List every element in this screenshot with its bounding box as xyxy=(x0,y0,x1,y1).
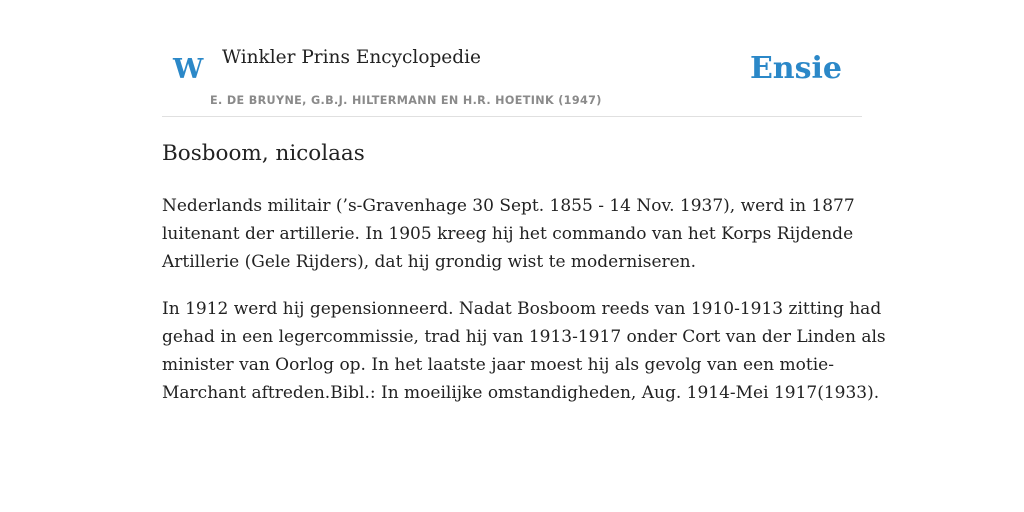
site-subtitle: E. DE BRUYNE, G.B.J. HILTERMANN EN H.R. HOETINK (1947) xyxy=(210,94,602,107)
paragraph-line: Artillerie (Gele Rijders), dat hij grondig wist te moderniseren. xyxy=(162,252,697,272)
entry-body xyxy=(162,192,886,426)
paragraph-line: gehad in een legercommissie, trad hij van 1913-1917 onder Cort van der Linden als xyxy=(162,327,886,347)
entry-paragraph xyxy=(162,192,867,276)
paragraph-line: In 1912 werd hij gepensionneerd. Nadat Bosboom reeds van 1910-1913 zitting had xyxy=(162,299,882,319)
paragraph-line: luitenant der artillerie. In 1905 kreeg hij het commando van het Korps Rijdende xyxy=(162,224,854,244)
paragraph-line: Marchant aftreden.Bibl.: In moeilijke omstandigheden, Aug. 1914-Mei 1917(1933). xyxy=(162,383,880,403)
ensie-logo-link[interactable]: Ensie xyxy=(749,51,842,86)
paragraph-line: minister van Oorlog op. In het laatste jaar moest hij als gevolg van een motie- xyxy=(162,355,834,375)
entry-paragraph xyxy=(162,295,886,407)
winkler-prins-logo[interactable]: W xyxy=(173,54,204,85)
paragraph-line: Nederlands militair (’s-Gravenhage 30 Sept. 1855 - 14 Nov. 1937), werd in 1877 xyxy=(162,196,855,216)
entry-title: Bosboom, nicolaas xyxy=(162,141,365,166)
site-header xyxy=(162,36,862,117)
site-title[interactable]: Winkler Prins Encyclopedie xyxy=(222,47,481,68)
